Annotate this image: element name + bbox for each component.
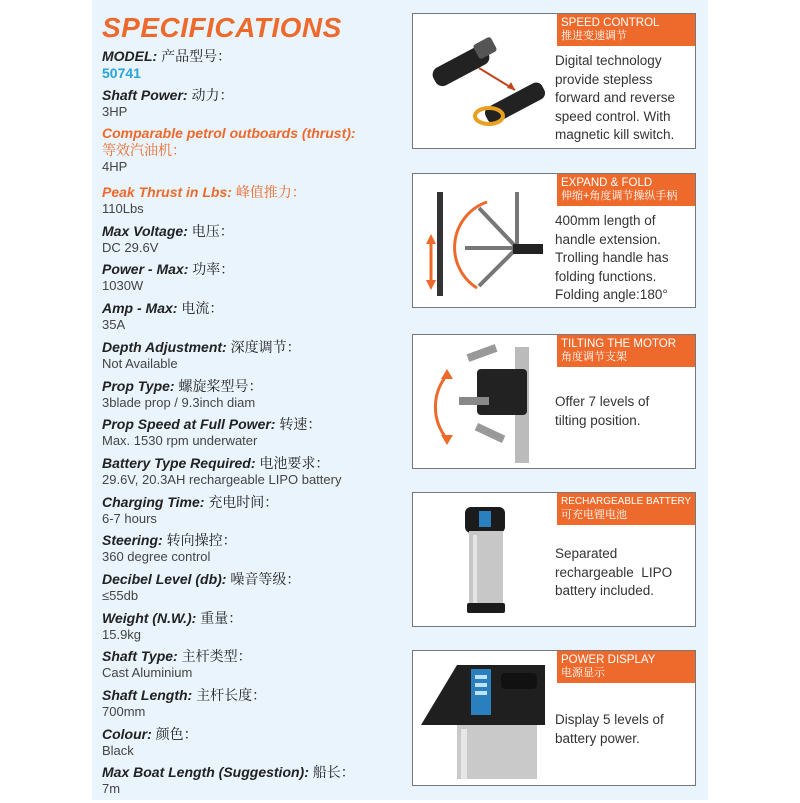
spec-label: Peak Thrust in Lbs: — [102, 184, 232, 201]
spec-prop-type — [102, 378, 402, 417]
desc-line: magnetic kill switch. — [555, 127, 675, 142]
spec-value: 360 degree control — [102, 549, 211, 565]
spec-label-cn: 主杆类型： — [181, 648, 252, 665]
spec-max-boat-length — [102, 764, 402, 803]
desc-line: Offer 7 levels of — [555, 394, 650, 409]
desc-line: forward and reverse — [555, 90, 676, 105]
spec-label: Prop Type: — [102, 377, 175, 394]
panel-tag — [557, 493, 695, 525]
spec-label-cn: 峰值推力： — [235, 184, 306, 201]
spec-label: Shaft Length: — [102, 687, 193, 703]
spec-label: Shaft Type: — [102, 648, 178, 665]
spec-label-cn: 转向操控： — [166, 532, 237, 549]
spec-label-cn: 转速： — [279, 416, 322, 433]
spec-label-cn: 电池要求： — [259, 454, 330, 471]
spec-value: Not Available — [102, 355, 178, 371]
spec-value: ≤55db — [102, 587, 139, 603]
panel-tag-en: EXPAND & FOLD — [561, 177, 653, 189]
spec-label: Colour: — [102, 725, 152, 742]
spec-model — [102, 48, 402, 87]
spec-value: 3blade prop / 9.3inch diam — [102, 394, 256, 410]
feature-panel-speed-control — [412, 13, 696, 149]
spec-label: Comparable petrol outboards (thrust): — [102, 125, 356, 142]
spec-value: 3HP — [102, 103, 128, 119]
spec-comparable-petrol — [102, 125, 402, 175]
spec-label-cn: 等效汽油机： — [102, 142, 186, 159]
spec-value: 700mm — [102, 704, 146, 719]
spec-label: Prop Speed at Full Power: — [102, 416, 276, 433]
panel-tag-zh: 角度调节支架 — [561, 351, 627, 363]
spec-label-cn: 电压： — [191, 222, 234, 239]
tilt-bracket-image — [417, 339, 555, 468]
spec-label: MODEL: — [102, 48, 158, 64]
spec-label: Max Voltage: — [102, 222, 188, 239]
spec-label: Decibel Level (db): — [102, 570, 227, 587]
spec-label: Battery Type Required: — [102, 454, 256, 471]
spec-label: Steering: — [102, 532, 163, 549]
spec-label-cn: 深度调节： — [230, 338, 301, 355]
desc-line: speed control. With — [555, 108, 671, 124]
spec-amp-max — [102, 300, 402, 339]
spec-shaft-power — [102, 87, 402, 126]
spec-value: 50741 — [102, 65, 141, 81]
desc-line: battery power. — [555, 730, 640, 746]
panel-description — [555, 711, 693, 748]
desc-line: tilting position. — [555, 412, 641, 428]
spec-label: Shaft Power: — [102, 86, 188, 103]
spec-label-cn: 主杆长度： — [196, 687, 267, 703]
spec-label: Weight (N.W.): — [102, 609, 197, 626]
spec-label-cn: 充电时间： — [208, 493, 279, 510]
spec-list — [102, 48, 402, 803]
feature-panel-power-display — [412, 650, 696, 786]
spec-value: Max. 1530 rpm underwater — [102, 433, 258, 449]
spec-value: 4HP — [102, 159, 128, 175]
panel-tag-zh: 可充电锂电池 — [561, 509, 627, 521]
panel-tag-en: TILTING THE MOTOR — [561, 338, 677, 350]
spec-value: DC 29.6V — [102, 239, 159, 255]
spec-charging-time — [102, 494, 402, 533]
spec-peak-thrust — [102, 184, 402, 223]
panel-tag-zh: 推进变速调节 — [561, 30, 627, 42]
spec-label-cn: 重量： — [200, 609, 243, 626]
spec-label-cn: 产品型号： — [161, 48, 232, 64]
spec-label: Depth Adjustment: — [102, 338, 227, 355]
spec-label-cn: 噪音等级： — [230, 570, 301, 587]
spec-battery-type — [102, 455, 402, 494]
panel-tag — [557, 174, 695, 206]
spec-label-cn: 颜色： — [155, 725, 198, 742]
desc-line: Separated — [555, 546, 618, 561]
spec-shaft-length — [102, 687, 402, 726]
desc-line: 400mm length of — [555, 213, 656, 228]
panel-tag — [557, 651, 695, 683]
page-title: SPECIFICATIONS — [102, 12, 342, 43]
spec-value: Black — [102, 742, 134, 758]
spec-label: Power - Max: — [102, 261, 189, 278]
spec-value: 110Lbs — [102, 201, 144, 217]
power-display-image — [417, 655, 555, 786]
spec-power-max — [102, 261, 402, 300]
desc-line: battery included. — [555, 583, 655, 598]
panel-description — [555, 393, 693, 430]
spec-value: 6-7 hours — [102, 510, 157, 526]
spec-weight — [102, 610, 402, 649]
lipo-battery-image — [417, 497, 555, 626]
spec-value: 1030W — [102, 278, 144, 294]
panel-tag-en: RECHARGEABLE BATTERY — [561, 496, 692, 507]
desc-line: Trolling handle has — [555, 250, 669, 265]
panel-tag — [557, 14, 695, 46]
feature-panel-rechargeable-battery — [412, 492, 696, 627]
desc-line: Folding angle:180° — [555, 287, 668, 302]
spec-value: 7m — [102, 781, 121, 797]
desc-line: folding functions. — [555, 268, 657, 284]
spec-steering — [102, 532, 402, 571]
spec-depth-adjustment — [102, 339, 402, 378]
desc-line: Display 5 levels of — [555, 712, 664, 727]
desc-line: handle extension. — [555, 231, 661, 247]
feature-panel-expand-fold — [412, 173, 696, 308]
spec-label: Amp - Max: — [102, 300, 178, 317]
desc-line: rechargeable LIPO — [555, 564, 673, 580]
spec-value: 29.6V, 20.3AH rechargeable LIPO battery — [102, 471, 342, 487]
panel-tag-zh: 伸缩+角度调节操纵手柄 — [561, 190, 678, 202]
spec-max-voltage — [102, 223, 402, 262]
desc-line: provide stepless — [555, 71, 653, 87]
spec-label: Charging Time: — [102, 493, 205, 510]
feature-panel-tilting-motor — [412, 334, 696, 469]
spec-shaft-type — [102, 648, 402, 687]
spec-colour — [102, 726, 402, 765]
panel-tag-en: SPEED CONTROL — [561, 17, 660, 29]
panel-tag-zh: 电源显示 — [561, 667, 605, 679]
panel-tag-en: POWER DISPLAY — [561, 654, 656, 666]
panel-description — [555, 545, 693, 601]
speed-control-handle-image — [417, 18, 555, 149]
spec-value: Cast Aluminium — [102, 665, 193, 681]
spec-label-cn: 动力： — [191, 86, 234, 103]
folding-handle-image — [417, 178, 555, 307]
spec-label-cn: 功率： — [192, 261, 235, 278]
panel-description — [555, 52, 693, 145]
spec-label-cn: 螺旋桨型号： — [178, 377, 263, 394]
spec-decibel-level — [102, 571, 402, 610]
spec-value: 15.9kg — [102, 626, 142, 642]
panel-tag — [557, 335, 695, 367]
spec-prop-speed — [102, 416, 402, 455]
spec-value: 35A — [102, 317, 126, 333]
desc-line: Digital technology — [555, 53, 662, 68]
panel-description — [555, 212, 693, 305]
spec-label-cn: 电流： — [181, 300, 224, 317]
spec-label: Max Boat Length (Suggestion): — [102, 764, 309, 781]
spec-label-cn: 船长： — [312, 764, 355, 781]
